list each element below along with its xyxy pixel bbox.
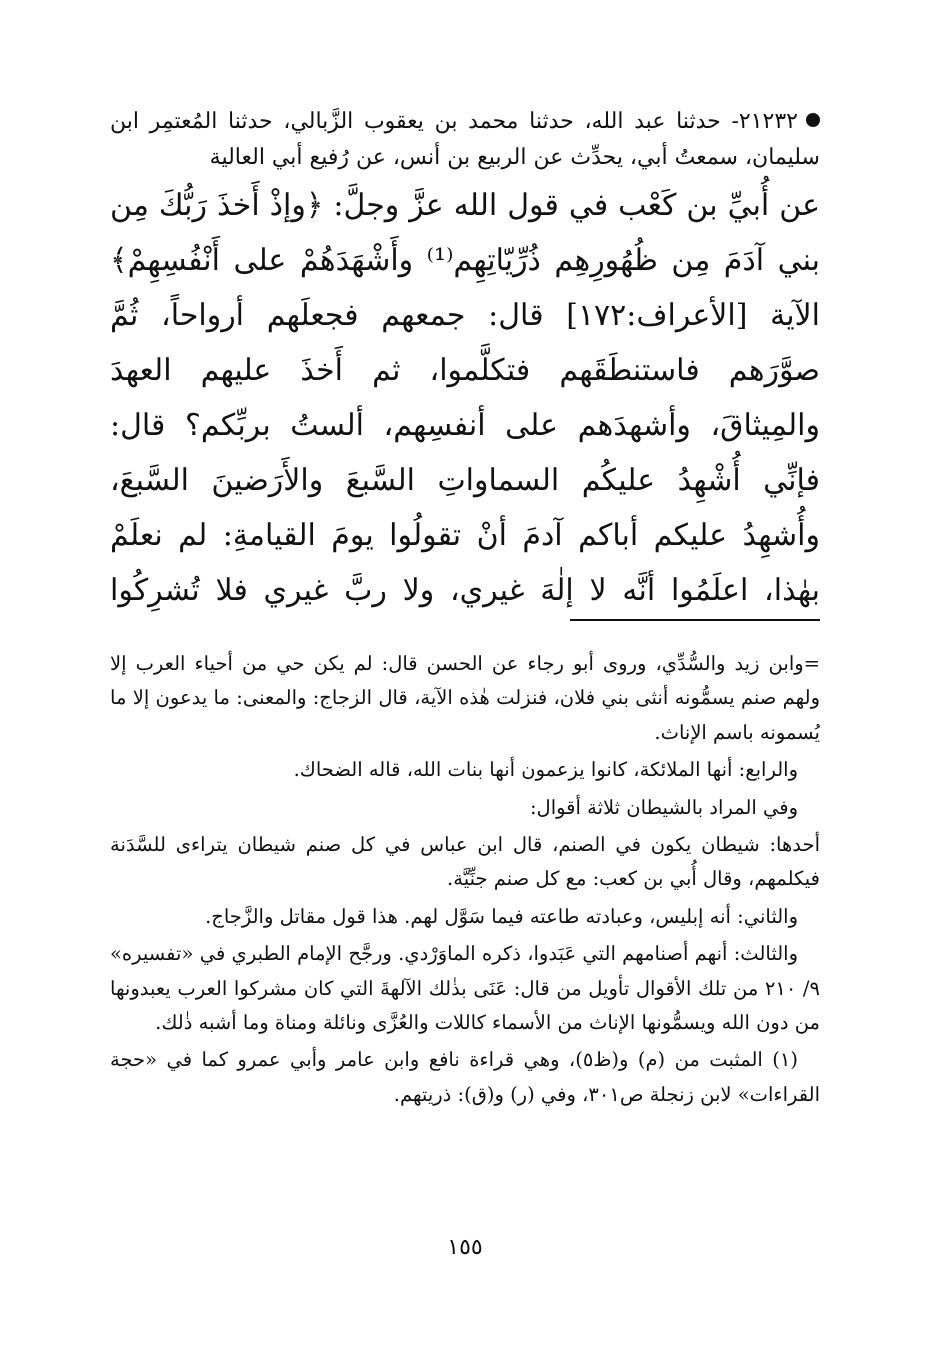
- footnote-paragraph: والرابع: أنها الملائكة، كانوا يزعمون أنها بنات الله، قاله الضحاك.: [293, 758, 798, 782]
- footnote-paragraph: وفي المراد بالشيطان ثلاثة أقوال:: [529, 795, 798, 819]
- footnote-continuation: =وابن زيد والسُّدِّي، وروى أبو رجاء عن الحسن قال: لم يكن حي من أحياء العرب إلا ولهم صنم يسمُّونه أنثى بني فلان، فنزلت هٰذه الآية، قال الزجاج: والمعنى: ما يدعون إلا ما يُسمونه باسم الإناث.: [110, 652, 820, 744]
- page-number: ١٥٥: [447, 1235, 483, 1260]
- footnote-paragraph: أحدها: شيطان يكون في الصنم، قال ابن عباس في كل صنم شيطان يتراءى للسَّدَنة فيكلمهم، وقال أُبي بن كعب: مع كل صنم جنِّيَّة.: [110, 833, 820, 891]
- hadith-text: عن أُبيِّ بن كَعْب في قول الله عزَّ وجلَّ: ﴿وإذْ أَخذَ رَبُّكَ مِن بني آدَمَ مِن ظُهُورِهِم ذُرِّيّاتِهِم⁽¹⁾ وأَشْهَدَهُمْ على أَنْفُسِهِمْ﴾ الآية [الأعراف:١٧٢] قال: جمعهم فجعلَهم أرواحاً، ثُمَّ صوَّرَهم فاستنطَقَهم فتكلَّموا، ثم أَخذَ عليهم العهدَ والمِيثاقَ، وأشهدَهم على أنفسِهم، ألستُ بربِّكم؟ قال: فإنِّي أُشْهِدُ عليكُم السماواتِ السَّبعَ والأَرَضينَ السَّبعَ، وأُشهِدُ عليكم أباكم آدمَ أنْ تقولُوا يومَ القيامةِ: لم نعلَمْ بهٰذا، اعلَمُوا أنَّه لا إلٰهَ غيري، ولا ربَّ غيري فلا تُشرِكُوا: [110, 188, 820, 608]
- hadith-chain: [110, 104, 820, 176]
- footnote-paragraph: والثالث: أنهم أصنامهم التي عَبَدوا، ذكره الماوَرْدي. ورجَّح الإمام الطبري في «تفسيره» ٩/ ٢١٠ من تلك الأقوال تأويل من قال: عَنَى بذٰلك الآلهةَ التي كان مشركوا العرب يعبدونها من دون الله ويسمُّونها الإناث من الأسماء كاللات والعُزَّى ونائلة ومناة وما أشبه ذٰلك.: [110, 942, 820, 1035]
- bullet-icon: [806, 113, 820, 127]
- footnote-1: (١) المثبت من (م) و(ظ٥)، وهي قراءة نافع وابن عامر وأبي عمرو كما في «حجة القراءات» لابن زنجلة ص٣٠١، وفي (ر) و(ق): ذريتهم.: [110, 1048, 820, 1106]
- footnote-separator: [570, 619, 820, 621]
- footnote-paragraph: والثاني: أنه إبليس، وعبادته طاعته فيما سَوَّل لهم. هذا قول مقاتل والزَّجاج.: [205, 904, 798, 928]
- page: [110, 0, 820, 1353]
- hadith-block: [110, 104, 820, 618]
- footnotes: [110, 647, 820, 1112]
- hadith-chain-text: ٢١٢٣٢- حدثنا عبد الله، حدثنا محمد بن يعقوب الزَّبالي، حدثنا المُعتمِر ابن سليمان، سمعتُ أبي، يحدِّث عن الربيع بن أنس، عن رُفيع أبي العالية: [110, 109, 820, 170]
